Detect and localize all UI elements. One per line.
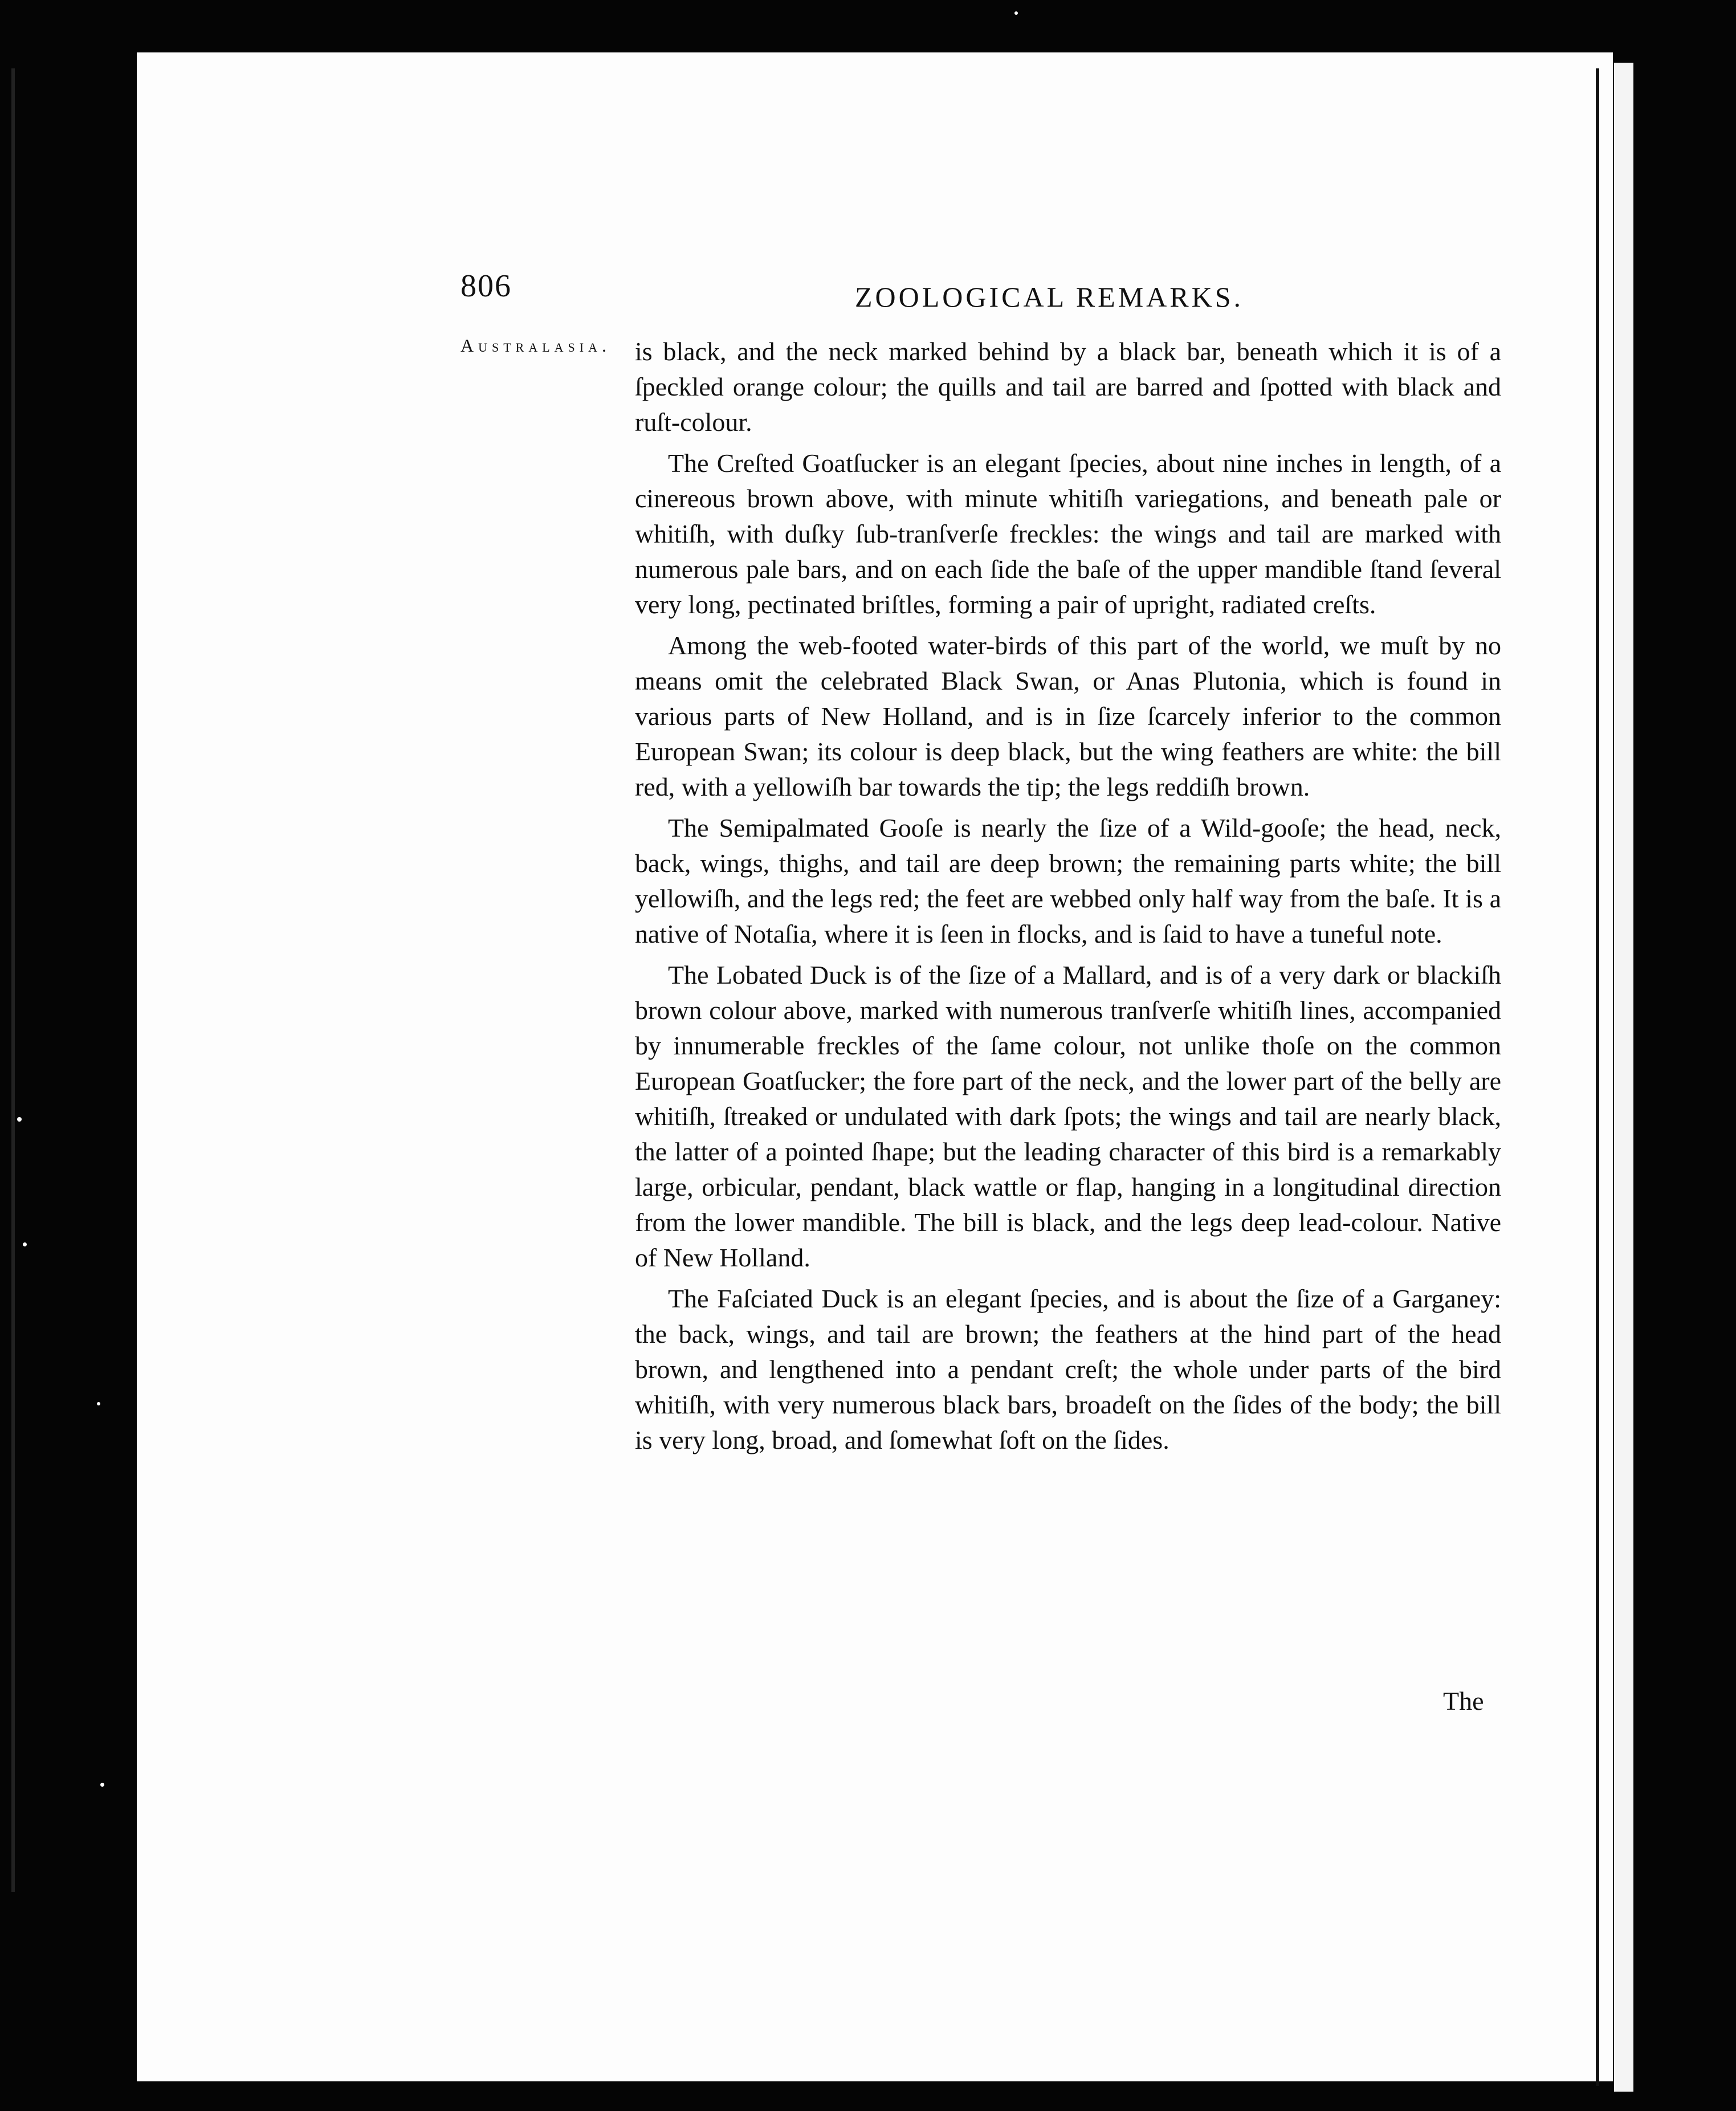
paragraph: The Creſted Goatſucker is an elegant ſpecies, about nine inches in length, of a cinereous brown above, with minute whitiſh variegations, and beneath pale or whitiſh, with duſky ſub-tranſverſe freckles: the wings and tail are marked with numerous pale bars, and on each ſide the baſe of the upper mandible ſtand ſeveral very long, pectinated briſtles, forming a pair of upright, radiated creſts. bbox=[635, 449, 1501, 619]
scan-border-line bbox=[11, 68, 15, 1892]
paragraph: The Faſciated Duck is an elegant ſpecies, and is about the ſize of a Garganey: the back, wings, and tail are brown; the feathers at the hind part of the head brown, and lengthened into a pendant creſt; the whole under parts of the bird whitiſh, with very numerous black bars, broadeſt on the ſides of the body; the bill is very long, broad, and ſomewhat ſoft on the ſides. bbox=[635, 1284, 1501, 1454]
page-edge-shadow bbox=[1596, 68, 1599, 2086]
paragraph: The Semipalmated Gooſe is nearly the ſize of a Wild-gooſe; the head, neck, back, wings, thighs, and tail are deep brown; the remaining parts white; the bill yellowiſh, and the legs red; the feet are webbed only half way from the baſe. It is a native of Notaſia, where it is ſeen in flocks, and is ſaid to have a tuneful note. bbox=[635, 813, 1501, 948]
running-head: ZOOLOGICAL REMARKS. bbox=[855, 281, 1244, 313]
scan-speck bbox=[23, 1242, 27, 1246]
scan-speck bbox=[1014, 11, 1018, 15]
scan-speck bbox=[100, 1783, 104, 1787]
scan-speck bbox=[97, 1402, 100, 1405]
page-number: 806 bbox=[461, 268, 512, 304]
facing-page-edge bbox=[1614, 63, 1633, 2092]
margin-note: Australasia. bbox=[461, 335, 612, 356]
paragraph: is black, and the neck marked behind by a black bar, beneath which it is of a ſpeckled orange colour; the quills and tail are barred and ſpotted with black and ruſt-colour. bbox=[635, 337, 1501, 437]
scan-speck bbox=[17, 1117, 22, 1122]
catchword: The bbox=[1443, 1686, 1484, 1715]
paragraph: Among the web-footed water-birds of this part of the world, we muſt by no means omit the celebrated Black Swan, or Anas Plutonia, which is found in various parts of New Holland, and is in ſize ſcarcely inferior to the common European Swan; its colour is deep black, but the wing feathers are white: the bill red, with a yellowiſh bar towards the tip; the legs reddiſh brown. bbox=[635, 631, 1501, 801]
paragraph: The Lobated Duck is of the ſize of a Mallard, and is of a very dark or blackiſh brown colour above, marked with numerous tranſverſe whitiſh lines, accompanied by innumerable freckles of the ſame colour, not unlike thoſe on the common European Goatſucker; the fore part of the neck, and the lower part of the belly are whitiſh, ſtreaked or undulated with dark ſpots; the wings and tail are nearly black, the latter of a pointed ſhape; but the leading character of this bird is a remarkably large, orbicular, pendant, black wattle or flap, hanging in a longitudinal direction from the lower mandible. The bill is black, and the legs deep lead-colour. Native of New Holland. bbox=[635, 960, 1501, 1272]
body-text bbox=[635, 334, 1501, 1464]
